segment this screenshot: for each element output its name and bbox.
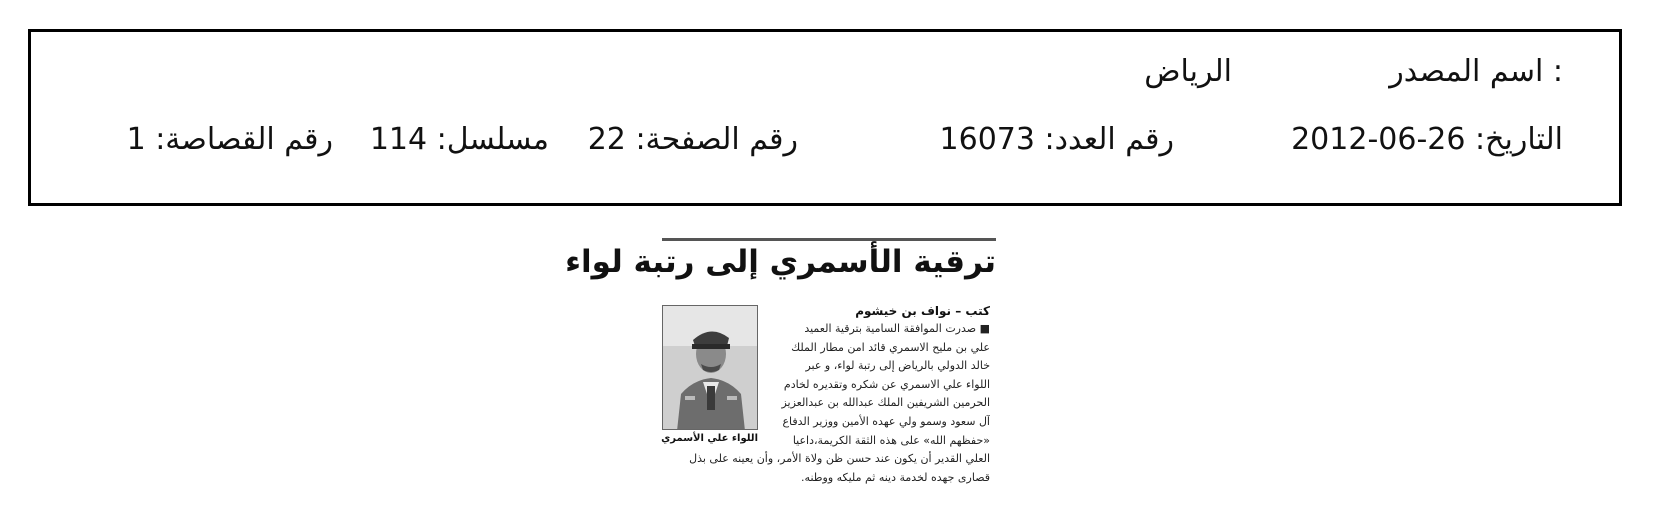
article-line: خالد الدولي بالرياض إلى رتبة لواء، و عبر: [805, 359, 990, 373]
portrait-photo: [662, 305, 758, 430]
article-line: ■ صدرت الموافقة السامية بترقية العميد: [804, 322, 990, 335]
article-headline: ترقية الأسمري إلى رتبة لواء: [565, 244, 996, 280]
article-body-column: [758, 320, 990, 450]
clip-number-field: رقم القصاصة: 1: [126, 122, 333, 157]
serial-field: مسلسل: 114: [369, 122, 549, 157]
meta-row: [126, 122, 1563, 166]
clipping-info-box: [28, 29, 1622, 206]
newspaper-clipping: [565, 238, 996, 496]
top-rule: [662, 238, 996, 241]
article-line: «حفظهم الله» على هذه الثقة الكريمة،داعيا: [792, 433, 990, 447]
source-value: الرياض: [1144, 54, 1232, 89]
article-line: العلي القدير أن يكون عند حسن ظن ولاة الأمر، وأن يعينه على بذل: [689, 452, 990, 465]
page-number-field: رقم الصفحة: 22: [587, 122, 798, 157]
photo-caption: اللواء علي الأسمري: [661, 433, 758, 444]
article-line: الحرمين الشريفين الملك عبدالله بن عبدالعزيز: [781, 396, 990, 410]
date-field: التاريخ: 26-06-2012: [1291, 122, 1563, 157]
issue-number-field: رقم العدد: 16073: [939, 122, 1174, 157]
article-byline: كتب – نواف بن خيشوم: [855, 304, 990, 318]
article-line: علي بن مليح الاسمري قائد امن مطار الملك: [791, 340, 990, 354]
source-label: اسم المصدر :: [1389, 54, 1563, 89]
article-line: قصارى جهده لخدمة دينه ثم مليكه ووطنه.: [801, 470, 990, 484]
article-line: اللواء علي الاسمري عن شكره وتقديره لخادم: [783, 377, 990, 391]
article-body-full-width: [662, 450, 990, 487]
article-line: آل سعود وسمو ولي عهده الأمين ووزير الدفاع: [782, 414, 990, 428]
portrait-block: [662, 305, 758, 450]
portrait-illustration: [663, 306, 758, 430]
